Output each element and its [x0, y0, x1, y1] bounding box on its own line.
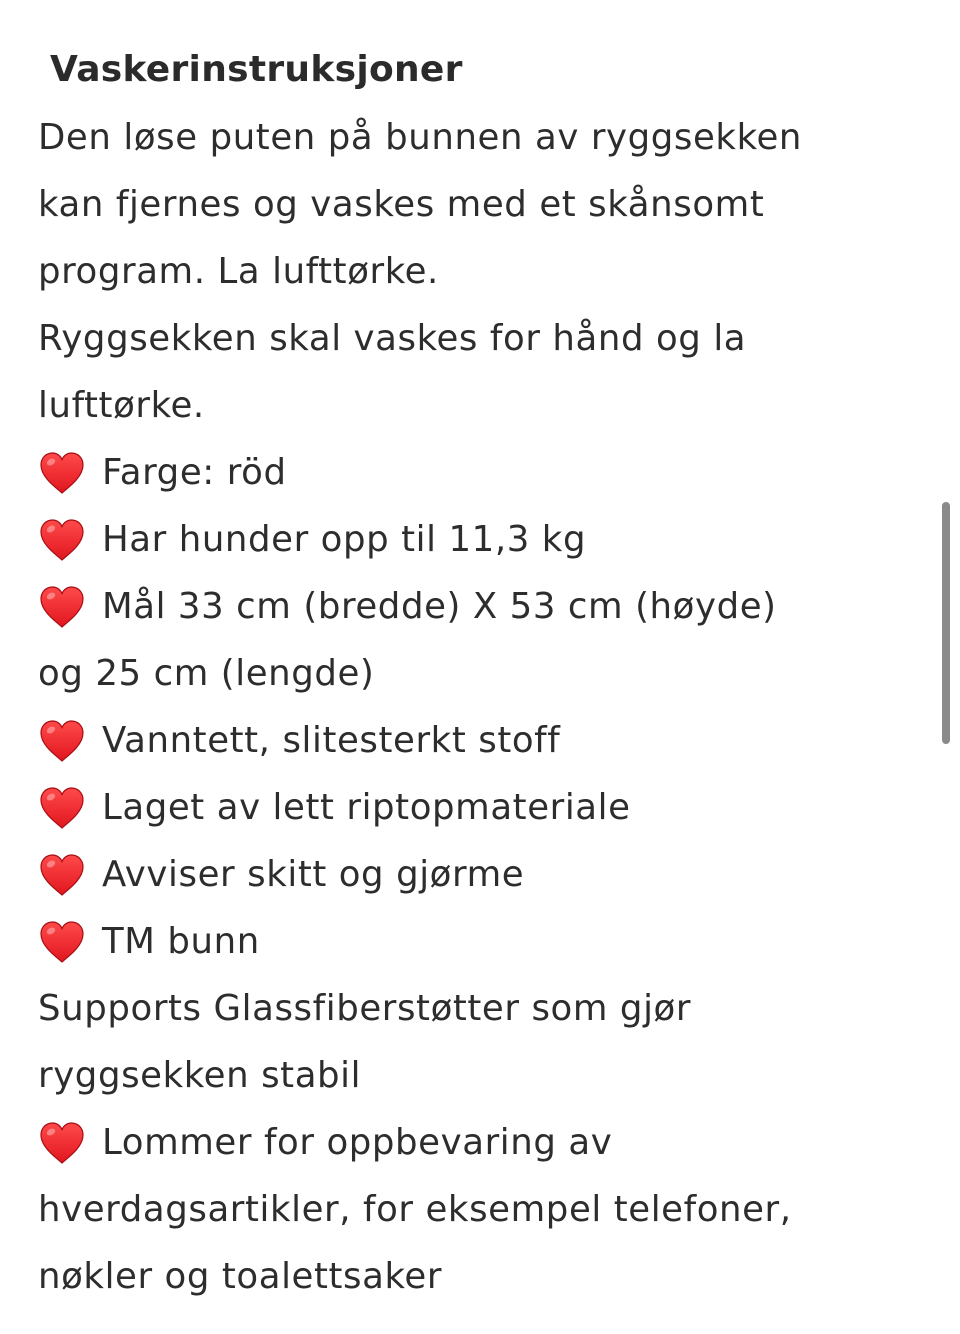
feature-text: Vanntett, slitesterkt stoff	[102, 720, 561, 761]
feature-text: TM bunn	[102, 921, 260, 962]
feature-item-pockets	[38, 1109, 918, 1176]
red-heart-icon	[38, 918, 86, 966]
text-line: Ryggsekken skal vaskes for hånd og la	[38, 318, 747, 359]
text-line: og 25 cm (lengde)	[38, 653, 375, 694]
section-title: Vaskerinstruksjoner	[50, 49, 463, 90]
red-heart-icon	[38, 449, 86, 497]
text-line: kan fjernes og vaskes med et skånsomt	[38, 184, 765, 225]
feature-item-capacity	[38, 506, 918, 573]
red-heart-icon	[38, 1119, 86, 1167]
feature-item-dirt	[38, 841, 918, 908]
red-heart-icon	[38, 851, 86, 899]
red-heart-icon	[38, 583, 86, 631]
red-heart-icon	[38, 516, 86, 564]
feature-text: Har hunder opp til 11,3 kg	[102, 519, 587, 560]
text-line: nøkler og toalettsaker	[38, 1256, 443, 1297]
feature-text: Lommer for oppbevaring av	[102, 1122, 613, 1163]
feature-item-color	[38, 439, 918, 506]
text-line: lufttørke.	[38, 385, 205, 426]
feature-text: Mål 33 cm (bredde) X 53 cm (høyde)	[102, 586, 777, 627]
feature-item-waterproof	[38, 707, 918, 774]
text-line: program. La lufttørke.	[38, 251, 439, 292]
text-line: Den løse puten på bunnen av ryggsekken	[38, 117, 803, 158]
feature-item-bottom	[38, 908, 918, 975]
vertical-scrollbar[interactable]	[942, 502, 950, 744]
text-line: hverdagsartikler, for eksempel telefoner,	[38, 1189, 792, 1230]
red-heart-icon	[38, 784, 86, 832]
feature-text: Laget av lett riptopmateriale	[102, 787, 631, 828]
text-line: ryggsekken stabil	[38, 1055, 362, 1096]
product-description	[38, 40, 918, 1310]
red-heart-icon	[38, 717, 86, 765]
feature-text: Farge: röd	[102, 452, 287, 493]
feature-text: Avviser skitt og gjørme	[102, 854, 525, 895]
feature-item-material	[38, 774, 918, 841]
feature-item-dimensions	[38, 573, 918, 640]
text-line: Supports Glassfiberstøtter som gjør	[38, 988, 692, 1029]
